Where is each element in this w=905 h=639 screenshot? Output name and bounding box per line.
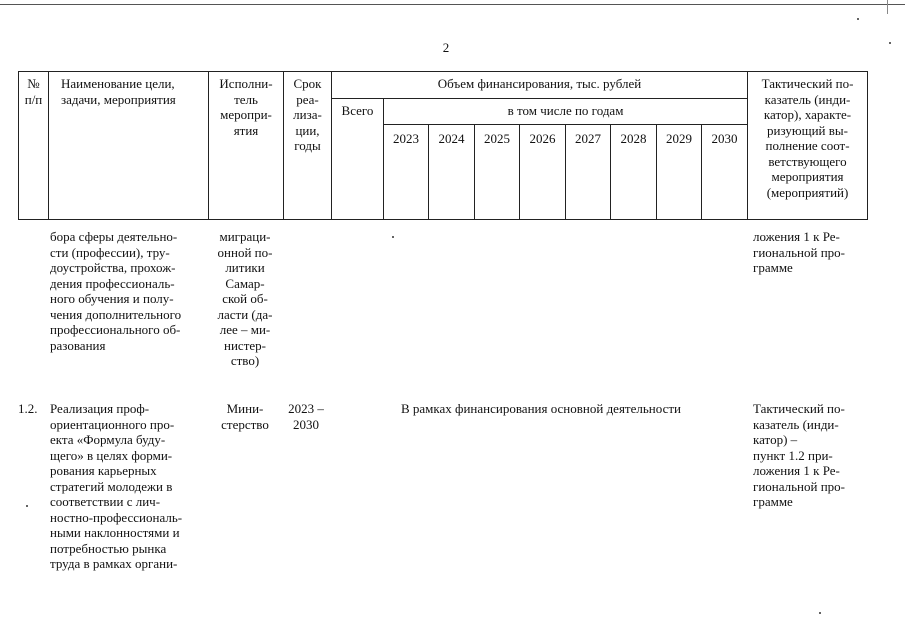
scan-edge-right [887,0,888,14]
header-executor: Исполни-тель меропри-ятия [209,72,284,220]
text-line: нистер- [224,337,266,353]
text-line: онной по- [217,244,273,260]
header-year: 2025 [475,125,520,220]
page-number: 2 [442,40,450,55]
row-1-indicator [753,229,863,276]
header-year: 2028 [611,125,657,220]
scan-speck [819,612,821,614]
text-line: Реализация проф- [50,401,150,416]
text-line: миграци- [219,229,271,244]
row-2-executor [209,401,281,432]
table-header [18,71,868,220]
text-line: Самар- [225,275,265,291]
text-line: катор) – [753,432,798,447]
text-line: Тактический по- [753,401,845,416]
row-2-term [284,401,328,432]
text-line: ложения 1 к Ре- [753,229,840,244]
text-line: ложения 1 к Ре- [753,463,840,478]
text-line: ными наклонностями и [50,525,180,540]
row-2-funding-note: В рамках финансирования основной деятельности [400,401,681,416]
row-1-name [50,229,205,353]
text-line: труда в рамках органи- [50,556,178,571]
scan-speck [26,505,28,507]
text-line: грамме [753,494,793,509]
text-line: екта «Формула буду- [50,432,166,447]
text-line: профессионального об- [50,322,181,337]
text-line: казатель (инди- [753,416,839,432]
text-line: чения дополнительного [50,306,182,322]
header-name: Наименование цели, задачи, мероприятия [49,72,209,220]
header-year: 2023 [384,125,429,220]
text-line: ство) [230,353,260,368]
text-line: дения профессиональ- [50,275,175,291]
header-year: 2029 [657,125,702,220]
text-line: пункт 1.2 при- [753,447,833,463]
text-line: гиональной про- [753,478,845,494]
scan-speck [889,42,891,44]
scan-edge-top [0,4,905,5]
text-line: Мини- [226,401,264,416]
header-total: Всего [332,99,384,220]
header-year: 2030 [702,125,748,220]
text-line: потребностью рынка [50,540,167,556]
row-2-indicator [753,401,863,510]
text-line: грамме [753,260,793,275]
header-num: № п/п [19,72,49,220]
header-year: 2026 [520,125,566,220]
text-line: разования [50,337,106,353]
text-line: рования карьерных [50,463,157,478]
text-line: лее – ми- [219,322,271,337]
row-1-executor [209,229,281,369]
text-line: щего» в целях форми- [50,447,173,463]
header-year: 2024 [429,125,475,220]
header-indicator: Тактический по-казатель (инди-катор), характе-ризующий вы-полнение соот-ветствующего мероприятия (мероприятий) [748,72,868,220]
text-line: бора сферы деятельно- [50,229,178,244]
text-line: ного обучения и полу- [50,291,174,306]
header-by-years: в том числе по годам [384,99,748,125]
header-year: 2027 [566,125,611,220]
text-line: стратегий молодежи в [50,478,173,494]
text-line: соответствии с лич- [50,494,161,509]
text-line: гиональной про- [753,244,845,260]
text-line: литики [225,260,265,275]
scan-speck [857,18,859,20]
text-line: 2030 [293,416,319,432]
header-term: Срок реа-лиза-ции, годы [284,72,332,220]
text-line: сти (профессии), тру- [50,244,170,260]
text-line: доустройства, прохож- [50,260,176,275]
row-2-name [50,401,205,572]
text-line: ласти (да- [217,306,273,322]
text-line: ностно-профессиональ- [50,509,183,525]
text-line: ской об- [222,291,268,306]
header-funding: Объем финансирования, тыс. рублей [332,72,748,99]
text-line: стерство [221,416,269,432]
text-line: 2023 – [288,401,324,416]
row-2-num: 1.2. [18,401,38,416]
scan-speck [392,236,394,238]
text-line: ориентационного про- [50,416,175,432]
